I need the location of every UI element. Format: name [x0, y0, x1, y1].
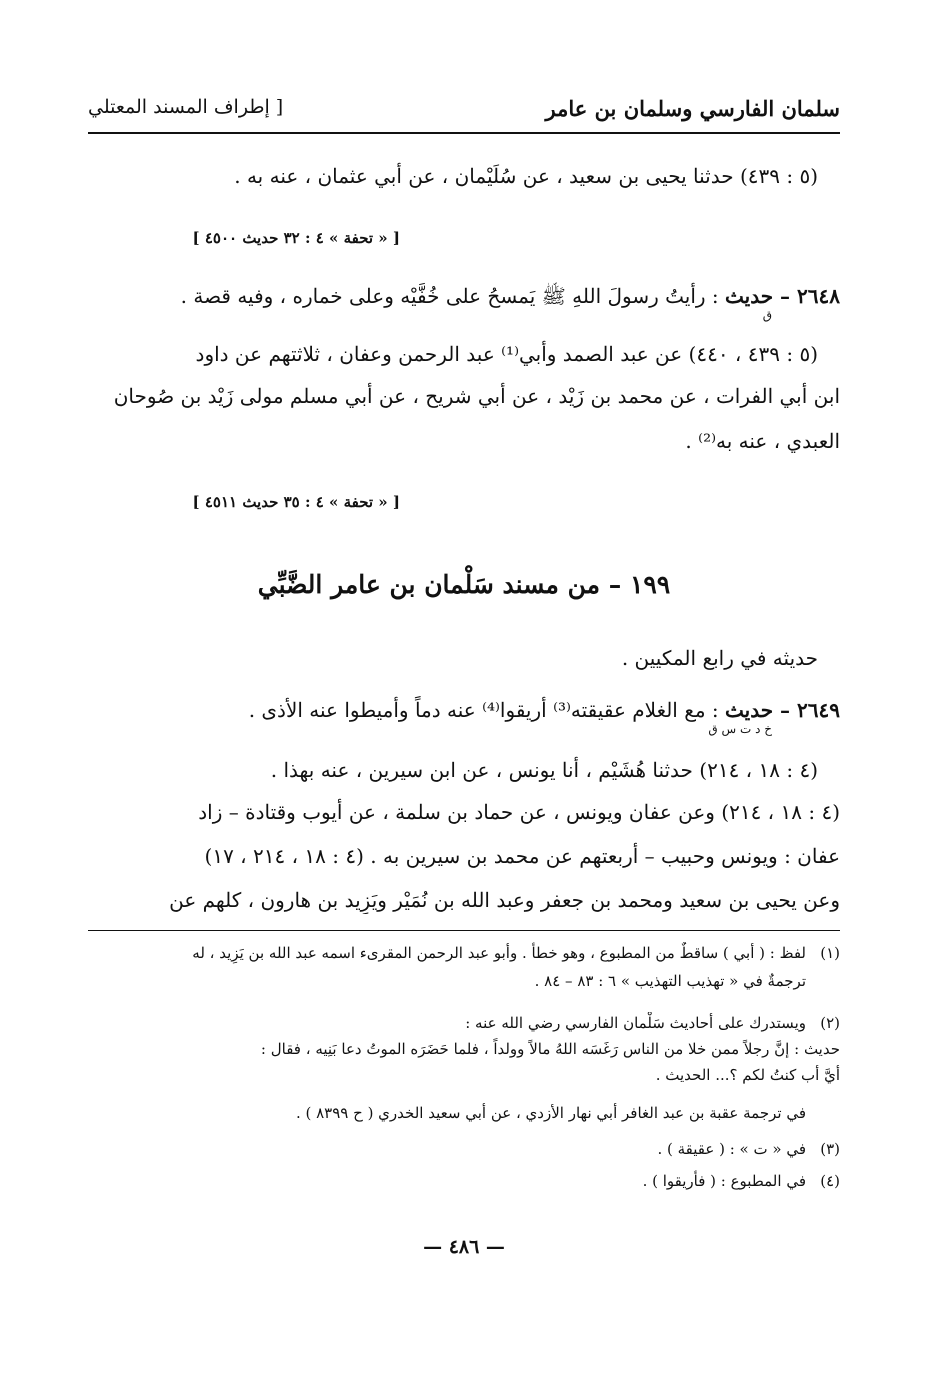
text-line: (٤ : ١٨ ، ٢١٤) وعن عفان ويونس ، عن حماد بن سلمة ، عن أيوب وقتادة – زاد	[198, 800, 840, 824]
footnote-number: (٣)	[820, 1140, 840, 1158]
text-line: ابن أبي الفرات ، عن محمد بن زَيْد ، عن أبي شريح ، عن أبي مسلم مولى زَيْد بن صُوحان	[113, 384, 840, 408]
header-book-title: [ إطراف المسند المعتلي	[88, 96, 284, 118]
text-line: العبدي ، عنه به⁽²⁾ .	[685, 429, 840, 453]
footnote-text: ترجمةٌ في « تهذيب التهذيب » ٦ : ٨٣ – ٨٤ .	[534, 972, 806, 990]
footnote-number: (١)	[820, 944, 840, 962]
text-line: حديثه في رابع المكيين .	[621, 646, 818, 670]
text-line: وعن يحيى بن سعيد ومحمد بن جعفر وعبد الله بن نُمَيْر ويَزِيد بن هارون ، كلهم عن	[169, 888, 840, 912]
footnote-text: أيَّ أب كنتُ لكم ؟... الحديث .	[655, 1066, 840, 1084]
text-line: (٤ : ١٨ ، ٢١٤) حدثنا هُشَيْم ، أنا يونس ، عن ابن سيرين ، عنه بهذا .	[270, 758, 818, 782]
footnote-4: (٤)في المطبوع : ( فأريقوا ) .	[642, 1172, 840, 1190]
hadith-heading	[88, 282, 840, 310]
hadith-number: ٢٦٤٩ – حديث	[725, 698, 840, 722]
text-line: (٥ : ٤٣٩) حدثنا يحيى بن سعيد ، عن سُلَيْمان ، عن أبي عثمان ، عنه به .	[234, 164, 818, 188]
footnote-2: (٢)ويستدرك على أحاديث سَلْمان الفارسي رضي الله عنه :	[465, 1014, 840, 1032]
footnote-number: (٢)	[820, 1014, 840, 1032]
header-chapter-title: سلمان الفارسي وسلمان بن عامر	[545, 96, 840, 121]
text-line: عفان : ويونس وحبيب – أربعتهم عن محمد بن سيرين به . (٤ : ١٨ ، ٢١٤ ، ١٧)	[204, 844, 840, 868]
hadith-text: : مع الغلام عقيقته⁽³⁾ أريقوا⁽⁴⁾ عنه دماً وأميطوا عنه الأذى .	[248, 698, 719, 722]
section-title: ١٩٩ – من مسند سَلْمان بن عامر الضَّبِّي	[257, 570, 671, 599]
tuhfa-reference: [ « تحفة » ٤ : ٣٢ حديث ٤٥٠٠ ]	[192, 229, 400, 247]
footnote-1: (١)لفظ : ( أبي ) ساقطٌ من المطبوع ، وهو خطأ . وأبو عبد الرحمن المقرىء اسمه عبد الله بن يَزِيد ، له	[192, 944, 840, 962]
footnote-3: (٣)في « ت » : ( عقيقة ) .	[657, 1140, 840, 1158]
page-number: — ٤٨٦ —	[423, 1236, 505, 1258]
footnote-text: حديث : إنَّ رجلاً ممن خلا من الناس رَغَسَه اللهُ مالاً وولداً ، فلما حَضَرَه الموتُ دعا بَنِيه ، فقال :	[260, 1040, 840, 1058]
footnote-text: في ترجمة عقبة بن عبد الغافر أبي نهار الأزدي ، عن أبي سعيد الخدري ( ح ٨٣٩٩ ) .	[295, 1104, 806, 1122]
hadith-number: ٢٦٤٨ – حديث	[725, 284, 840, 308]
hadith-sources: ق	[762, 308, 772, 322]
page	[88, 92, 840, 1258]
hadith-heading	[88, 696, 840, 724]
running-header	[88, 92, 840, 134]
footnote-number: (٤)	[820, 1172, 840, 1190]
hadith-sources: خ د ت س ق	[708, 722, 772, 736]
footnote-divider	[88, 930, 840, 931]
text-line: (٥ : ٤٣٩ ، ٤٤٠) عن عبد الصمد وأبي⁽¹⁾ عبد الرحمن وعفان ، ثلاثتهم عن داود	[195, 342, 818, 366]
tuhfa-reference: [ « تحفة » ٤ : ٣٥ حديث ٤٥١١ ]	[192, 493, 400, 511]
hadith-text: : رأيتُ رسولَ اللهِ ﷺ يَمسحُ على خُفَّيْه وعلى خماره ، وفيه قصة .	[180, 284, 719, 308]
